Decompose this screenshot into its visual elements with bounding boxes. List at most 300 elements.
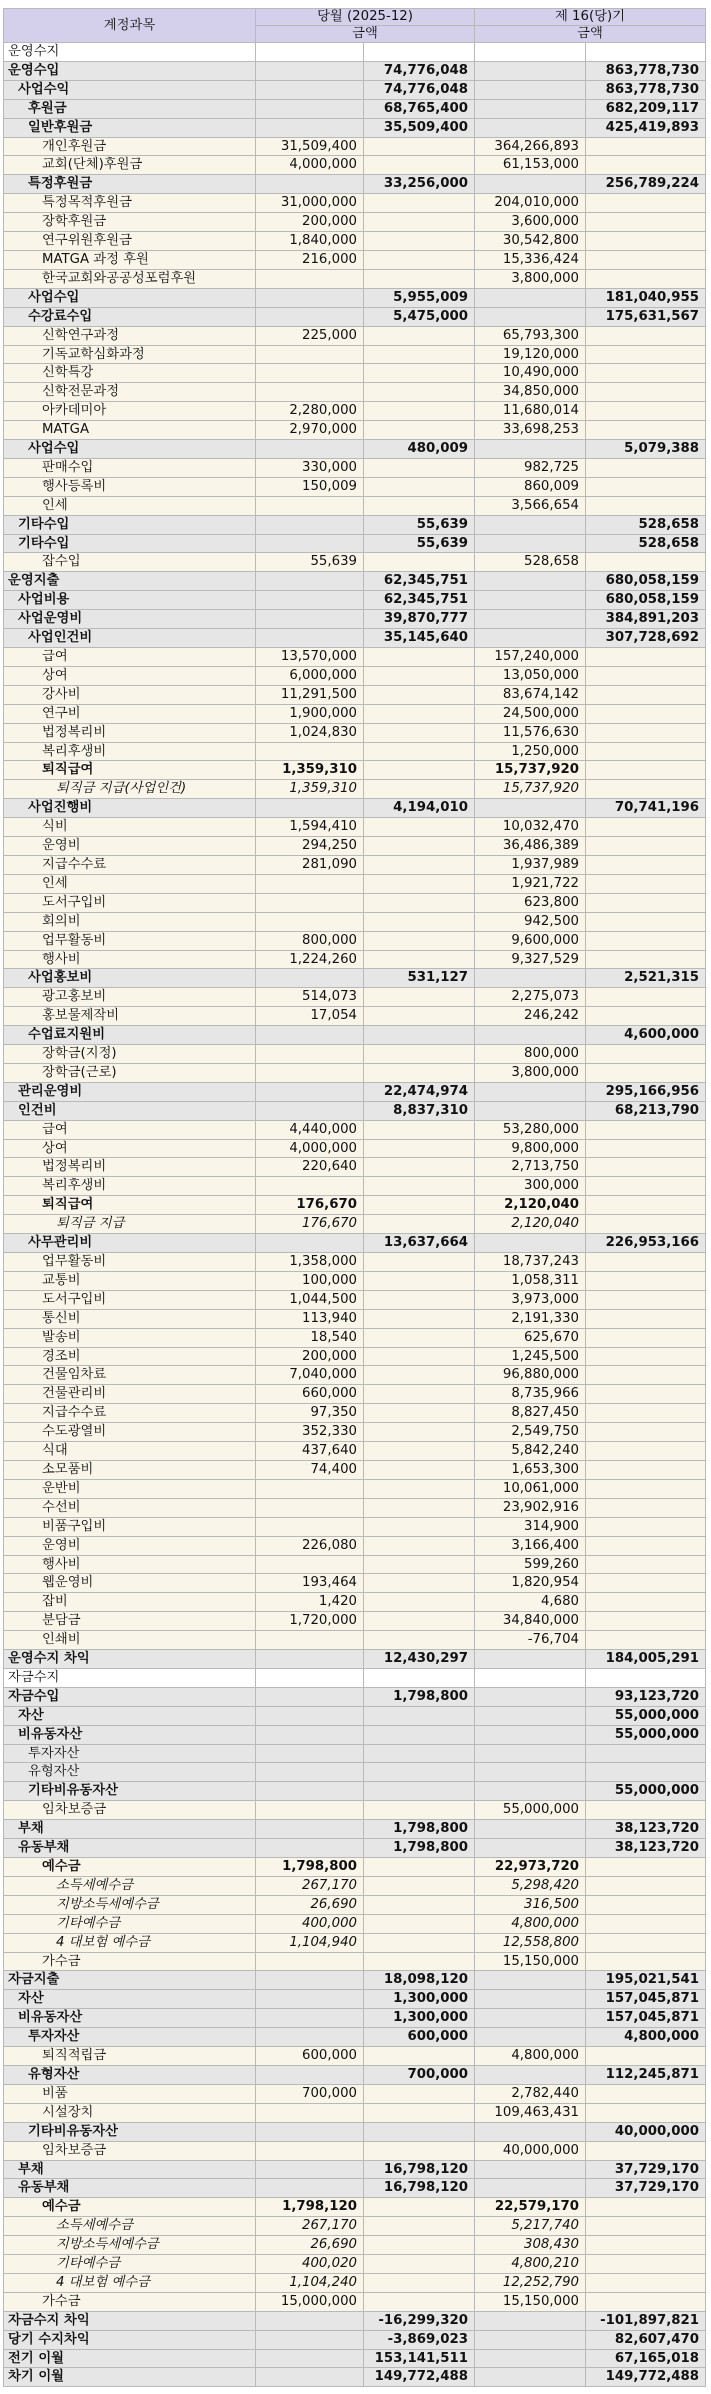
period-detail-amount: 15,150,000 [475, 2292, 586, 2311]
current-detail-amount [256, 118, 364, 137]
table-row [4, 1858, 706, 1877]
current-detail-amount: 1,798,120 [256, 2198, 364, 2217]
period-total-amount [586, 704, 706, 723]
period-detail-amount: 10,490,000 [475, 364, 586, 383]
current-total-amount [364, 421, 475, 440]
current-total-amount: 55,639 [364, 515, 475, 534]
table-row [4, 1725, 706, 1744]
account-label: 임차보증금 [4, 2141, 256, 2160]
current-total-amount [364, 2255, 475, 2274]
current-total-amount [364, 1763, 475, 1782]
table-row [4, 2255, 706, 2274]
table-row [4, 1536, 706, 1555]
current-detail-amount: 31,000,000 [256, 194, 364, 213]
period-detail-amount: 53,280,000 [475, 1120, 586, 1139]
table-row [4, 1177, 706, 1196]
current-detail-amount [256, 1687, 364, 1706]
current-total-amount [364, 326, 475, 345]
period-detail-amount: 300,000 [475, 1177, 586, 1196]
account-label: 연구비 [4, 704, 256, 723]
period-detail-amount [475, 288, 586, 307]
period-detail-amount: 1,937,989 [475, 855, 586, 874]
table-row [4, 2028, 706, 2047]
table-row [4, 591, 706, 610]
period-detail-amount: 18,737,243 [475, 1253, 586, 1272]
period-total-amount [586, 269, 706, 288]
account-label: 일반후원금 [4, 118, 256, 137]
current-detail-amount: 4,000,000 [256, 1139, 364, 1158]
period-detail-amount [475, 2349, 586, 2368]
period-total-amount: 68,213,790 [586, 1101, 706, 1120]
current-total-amount [364, 1782, 475, 1801]
period-detail-amount [475, 1234, 586, 1253]
table-row [4, 534, 706, 553]
current-total-amount: 1,798,800 [364, 1687, 475, 1706]
current-total-amount [364, 950, 475, 969]
current-detail-amount [256, 1101, 364, 1120]
current-detail-amount: 13,570,000 [256, 648, 364, 667]
current-detail-amount: 1,798,800 [256, 1858, 364, 1877]
period-total-amount [586, 364, 706, 383]
table-row [4, 1952, 706, 1971]
account-label: 업무활동비 [4, 1253, 256, 1272]
account-label: 인세 [4, 874, 256, 893]
table-row [4, 723, 706, 742]
current-total-amount [364, 345, 475, 364]
period-total-amount [586, 1668, 706, 1687]
period-detail-amount [475, 1026, 586, 1045]
current-detail-amount [256, 2311, 364, 2330]
period-total-amount [586, 780, 706, 799]
current-total-amount [364, 1536, 475, 1555]
current-total-amount: 700,000 [364, 2065, 475, 2084]
period-detail-amount: 34,850,000 [475, 383, 586, 402]
account-label: 행사비 [4, 950, 256, 969]
table-row [4, 2198, 706, 2217]
account-label: 사업수입 [4, 440, 256, 459]
account-label: 잡수입 [4, 553, 256, 572]
table-row [4, 1120, 706, 1139]
period-detail-amount [475, 1763, 586, 1782]
table-row [4, 572, 706, 591]
table-row [4, 1650, 706, 1669]
period-total-amount [586, 1366, 706, 1385]
current-detail-amount: 1,720,000 [256, 1612, 364, 1631]
period-detail-amount [475, 629, 586, 648]
account-label: 부채 [4, 2160, 256, 2179]
period-detail-amount: 15,336,424 [475, 250, 586, 269]
current-detail-amount: 330,000 [256, 458, 364, 477]
period-total-amount [586, 326, 706, 345]
table-row [4, 43, 706, 62]
period-total-amount [586, 1120, 706, 1139]
current-total-amount [364, 269, 475, 288]
current-total-amount [364, 855, 475, 874]
period-total-amount [586, 1517, 706, 1536]
account-label: 퇴직적립금 [4, 2047, 256, 2066]
account-label: 기타비유동자산 [4, 2122, 256, 2141]
period-detail-amount: 61,153,000 [475, 156, 586, 175]
period-total-amount: 2,521,315 [586, 969, 706, 988]
account-label: 업무활동비 [4, 931, 256, 950]
period-total-amount [586, 818, 706, 837]
current-detail-amount: 514,073 [256, 988, 364, 1007]
table-row [4, 80, 706, 99]
period-detail-amount: 12,558,800 [475, 1933, 586, 1952]
current-detail-amount [256, 1744, 364, 1763]
table-row [4, 1612, 706, 1631]
account-label: 사무관리비 [4, 1234, 256, 1253]
period-detail-amount: 40,000,000 [475, 2141, 586, 2160]
period-total-amount [586, 1555, 706, 1574]
period-total-amount [586, 855, 706, 874]
table-row [4, 1026, 706, 1045]
period-total-amount: 55,000,000 [586, 1725, 706, 1744]
account-label: 지방소득세예수금 [4, 2236, 256, 2255]
period-detail-amount [475, 1650, 586, 1669]
period-detail-amount [475, 1839, 586, 1858]
period-detail-amount [475, 118, 586, 137]
period-detail-amount: 1,820,954 [475, 1574, 586, 1593]
period-detail-amount: 4,680 [475, 1593, 586, 1612]
account-label: 강사비 [4, 685, 256, 704]
current-total-amount: 33,256,000 [364, 175, 475, 194]
period-total-amount [586, 1196, 706, 1215]
table-row [4, 1234, 706, 1253]
current-total-amount: 13,637,664 [364, 1234, 475, 1253]
current-detail-amount: 11,291,500 [256, 685, 364, 704]
current-total-amount [364, 1725, 475, 1744]
period-detail-amount [475, 1706, 586, 1725]
table-row [4, 250, 706, 269]
current-detail-amount [256, 383, 364, 402]
table-row [4, 2065, 706, 2084]
current-total-amount: 22,474,974 [364, 1082, 475, 1101]
period-detail-amount [475, 572, 586, 591]
period-detail-amount: 2,549,750 [475, 1423, 586, 1442]
current-total-amount [364, 250, 475, 269]
table-row [4, 799, 706, 818]
table-row [4, 1309, 706, 1328]
current-detail-amount [256, 874, 364, 893]
current-total-amount [364, 213, 475, 232]
period-detail-amount: 4,800,000 [475, 2047, 586, 2066]
current-total-amount [364, 1007, 475, 1026]
current-detail-amount [256, 2122, 364, 2141]
period-detail-amount: 4,800,210 [475, 2255, 586, 2274]
period-total-amount [586, 1479, 706, 1498]
current-total-amount: 16,798,120 [364, 2160, 475, 2179]
current-total-amount [364, 2236, 475, 2255]
current-total-amount [364, 194, 475, 213]
table-row [4, 1328, 706, 1347]
current-total-amount [364, 1139, 475, 1158]
current-detail-amount [256, 1668, 364, 1687]
current-total-amount [364, 1063, 475, 1082]
period-total-amount [586, 194, 706, 213]
table-row [4, 156, 706, 175]
current-detail-amount [256, 572, 364, 591]
account-label: 홍보물제작비 [4, 1007, 256, 1026]
table-row [4, 950, 706, 969]
table-row [4, 496, 706, 515]
period-total-amount [586, 742, 706, 761]
current-detail-amount: 352,330 [256, 1423, 364, 1442]
account-label: 교회(단체)후원금 [4, 156, 256, 175]
current-detail-amount [256, 515, 364, 534]
current-detail-amount: 4,000,000 [256, 156, 364, 175]
period-detail-amount: 2,120,040 [475, 1215, 586, 1234]
current-total-amount [364, 1517, 475, 1536]
current-total-amount [364, 1612, 475, 1631]
account-label: 상여 [4, 1139, 256, 1158]
period-detail-amount [475, 61, 586, 80]
period-total-amount [586, 1271, 706, 1290]
table-row [4, 1007, 706, 1026]
table-row [4, 477, 706, 496]
current-total-amount [364, 1309, 475, 1328]
period-total-amount [586, 402, 706, 421]
period-detail-amount [475, 2179, 586, 2198]
current-detail-amount [256, 496, 364, 515]
period-total-amount [586, 988, 706, 1007]
table-row [4, 2009, 706, 2028]
table-row [4, 1763, 706, 1782]
current-detail-amount [256, 799, 364, 818]
current-total-amount: 35,509,400 [364, 118, 475, 137]
current-total-amount [364, 1271, 475, 1290]
current-detail-amount [256, 1650, 364, 1669]
table-row [4, 1366, 706, 1385]
current-detail-amount: 18,540 [256, 1328, 364, 1347]
current-total-amount [364, 742, 475, 761]
current-detail-amount: 400,020 [256, 2255, 364, 2274]
current-detail-amount [256, 1082, 364, 1101]
table-row [4, 175, 706, 194]
account-label: 시설장치 [4, 2103, 256, 2122]
current-total-amount [364, 1668, 475, 1687]
current-total-amount [364, 402, 475, 421]
table-row [4, 1555, 706, 1574]
current-total-amount [364, 2292, 475, 2311]
period-detail-amount [475, 1687, 586, 1706]
table-row [4, 2103, 706, 2122]
period-detail-amount: 364,266,893 [475, 137, 586, 156]
period-total-amount [586, 893, 706, 912]
current-detail-amount [256, 1725, 364, 1744]
table-row [4, 553, 706, 572]
current-total-amount [364, 931, 475, 950]
current-detail-amount: 17,054 [256, 1007, 364, 1026]
account-label: 광고홍보비 [4, 988, 256, 1007]
period-detail-amount: 2,782,440 [475, 2084, 586, 2103]
current-detail-amount [256, 80, 364, 99]
period-detail-amount [475, 2065, 586, 2084]
current-total-amount [364, 1914, 475, 1933]
period-total-amount [586, 43, 706, 62]
current-detail-amount: 267,170 [256, 1876, 364, 1895]
current-detail-amount [256, 912, 364, 931]
table-row [4, 2122, 706, 2141]
current-detail-amount: 600,000 [256, 2047, 364, 2066]
period-total-amount: 295,166,956 [586, 1082, 706, 1101]
account-label: 자금수지 [4, 1668, 256, 1687]
current-detail-amount [256, 2009, 364, 2028]
account-label: 비품구입비 [4, 1517, 256, 1536]
current-total-amount: 1,798,800 [364, 1839, 475, 1858]
account-label: 차기 이월 [4, 2368, 256, 2387]
current-total-amount [364, 1026, 475, 1045]
account-label: 특정목적후원금 [4, 194, 256, 213]
table-row [4, 2292, 706, 2311]
account-label: 잡비 [4, 1593, 256, 1612]
current-detail-amount [256, 1026, 364, 1045]
period-total-amount [586, 1442, 706, 1461]
table-row [4, 1801, 706, 1820]
period-total-amount: 55,000,000 [586, 1782, 706, 1801]
account-label: 급여 [4, 648, 256, 667]
account-label: 수선비 [4, 1498, 256, 1517]
period-total-amount [586, 1536, 706, 1555]
account-label: 퇴직금 지급 [4, 1215, 256, 1234]
period-detail-amount: 308,430 [475, 2236, 586, 2255]
period-total-amount [586, 2198, 706, 2217]
period-total-amount: 5,079,388 [586, 440, 706, 459]
period-total-amount: 37,729,170 [586, 2160, 706, 2179]
period-detail-amount: 3,800,000 [475, 269, 586, 288]
period-total-amount [586, 2141, 706, 2160]
table-row [4, 2273, 706, 2292]
current-detail-amount [256, 269, 364, 288]
period-detail-amount: 55,000,000 [475, 1801, 586, 1820]
period-detail-amount: 599,260 [475, 1555, 586, 1574]
table-row [4, 2311, 706, 2330]
table-row [4, 685, 706, 704]
account-label: 식대 [4, 1442, 256, 1461]
current-total-amount [364, 553, 475, 572]
period-total-amount: 112,245,871 [586, 2065, 706, 2084]
account-label: 사업수익 [4, 80, 256, 99]
account-label: 웹운영비 [4, 1574, 256, 1593]
period-detail-amount [475, 1990, 586, 2009]
account-label: 아카데미아 [4, 402, 256, 421]
current-total-amount [364, 666, 475, 685]
current-total-amount: 531,127 [364, 969, 475, 988]
account-label: 관리운영비 [4, 1082, 256, 1101]
table-row [4, 99, 706, 118]
account-label: 기타예수금 [4, 1914, 256, 1933]
account-label: 행사등록비 [4, 477, 256, 496]
current-total-amount [364, 1876, 475, 1895]
current-detail-amount [256, 1234, 364, 1253]
period-detail-amount: 1,245,500 [475, 1347, 586, 1366]
account-label: 건물임차료 [4, 1366, 256, 1385]
account-label: 사업진행비 [4, 799, 256, 818]
period-total-amount [586, 723, 706, 742]
account-label: 사업수입 [4, 288, 256, 307]
period-detail-amount: 33,698,253 [475, 421, 586, 440]
account-label: 지급수수료 [4, 855, 256, 874]
table-row [4, 761, 706, 780]
table-row [4, 440, 706, 459]
account-label: 수도광열비 [4, 1423, 256, 1442]
account-label: 경조비 [4, 1347, 256, 1366]
current-detail-amount: 1,420 [256, 1593, 364, 1612]
table-row [4, 1593, 706, 1612]
current-detail-amount [256, 2368, 364, 2387]
table-body [4, 43, 706, 2387]
period-total-amount: 175,631,567 [586, 307, 706, 326]
period-total-amount [586, 1328, 706, 1347]
table-row [4, 1196, 706, 1215]
period-detail-amount: -76,704 [475, 1631, 586, 1650]
period-detail-amount: 30,542,800 [475, 232, 586, 251]
account-label: 예수금 [4, 2198, 256, 2217]
period-detail-amount: 1,653,300 [475, 1460, 586, 1479]
account-label: 인세 [4, 496, 256, 515]
account-label: 기타예수금 [4, 2255, 256, 2274]
period-total-amount [586, 2273, 706, 2292]
table-row [4, 137, 706, 156]
account-label: 연구위원후원금 [4, 232, 256, 251]
current-detail-amount: 1,224,260 [256, 950, 364, 969]
account-label: 운영비 [4, 837, 256, 856]
account-label: 행사비 [4, 1555, 256, 1574]
account-label: 복리후생비 [4, 742, 256, 761]
period-total-amount [586, 458, 706, 477]
current-detail-amount: 200,000 [256, 1347, 364, 1366]
period-total-amount [586, 250, 706, 269]
table-row [4, 326, 706, 345]
table-row [4, 1914, 706, 1933]
period-total-amount [586, 685, 706, 704]
period-total-amount [586, 1858, 706, 1877]
account-label: 유동부채 [4, 2179, 256, 2198]
table-row [4, 2160, 706, 2179]
table-row [4, 269, 706, 288]
table-row [4, 421, 706, 440]
current-detail-amount [256, 1820, 364, 1839]
current-total-amount [364, 364, 475, 383]
current-detail-amount [256, 2028, 364, 2047]
current-total-amount [364, 874, 475, 893]
period-total-amount: 682,209,117 [586, 99, 706, 118]
table-row [4, 969, 706, 988]
account-label: 건물관리비 [4, 1385, 256, 1404]
period-detail-amount [475, 1971, 586, 1990]
account-label: 유동부채 [4, 1839, 256, 1858]
table-row [4, 1347, 706, 1366]
current-total-amount [364, 1460, 475, 1479]
current-total-amount [364, 1404, 475, 1423]
table-row [4, 2179, 706, 2198]
period-total-amount [586, 1801, 706, 1820]
current-total-amount: 74,776,048 [364, 80, 475, 99]
current-detail-amount [256, 99, 364, 118]
period-detail-amount: 2,191,330 [475, 1309, 586, 1328]
account-label: 수강료수입 [4, 307, 256, 326]
current-total-amount: 5,475,000 [364, 307, 475, 326]
current-total-amount [364, 2103, 475, 2122]
period-detail-amount: 15,737,920 [475, 780, 586, 799]
current-detail-amount: 700,000 [256, 2084, 364, 2103]
table-row [4, 1687, 706, 1706]
current-detail-amount: 6,000,000 [256, 666, 364, 685]
period-detail-amount [475, 534, 586, 553]
current-total-amount: -3,869,023 [364, 2330, 475, 2349]
current-total-amount [364, 818, 475, 837]
current-total-amount [364, 477, 475, 496]
